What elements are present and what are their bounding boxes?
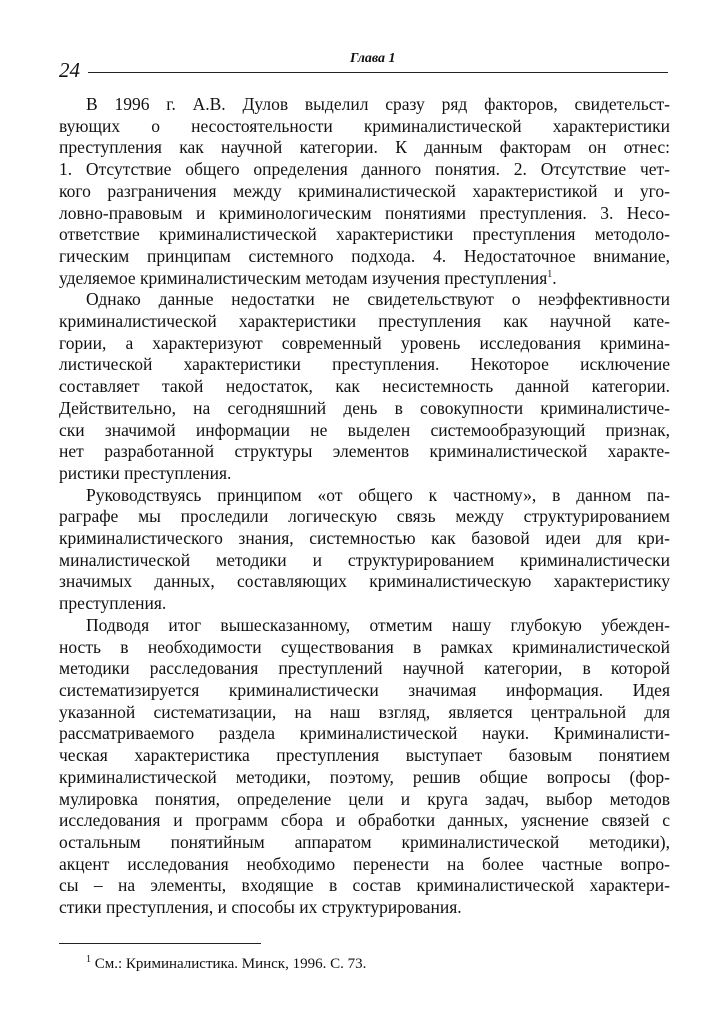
sentence-end: . — [552, 267, 557, 288]
text-line: сы – на элементы, входящие в состав криминалистической характери- — [59, 875, 670, 896]
running-head: Глава 1 — [350, 51, 396, 66]
text-line: криминалистической характеристики преступления как научной кате- — [59, 311, 670, 332]
text-line: ски значимой информации не выделен системообразующий признак, — [59, 419, 670, 440]
text-line: миналистической методики и структурированием криминалистически — [59, 549, 670, 570]
text-line: листической характеристики преступления. Некоторое исключение — [59, 354, 670, 375]
header-rule — [88, 72, 668, 73]
text-line: нет разработанной структуры элементов криминалистической характе- — [59, 441, 670, 462]
text-line-content: уделяемое криминалистическим методам изучения преступления — [59, 267, 548, 288]
text-line: вующих о несостоятельности криминалистической характеристики — [59, 115, 670, 136]
text-line: 1. Отсутствие общего определения данного понятия. 2. Отсутствие чет- — [59, 159, 670, 180]
paragraph-2 — [59, 289, 670, 484]
text-line: систематизируется криминалистически значимая информация. Идея — [59, 679, 670, 700]
text-line: Однако данные недостатки не свидетельствуют о неэффективности — [86, 289, 670, 310]
body-text — [59, 94, 670, 919]
text-line: раграфе мы проследили логическую связь между структурированием — [59, 506, 670, 527]
footnote-marker: 1 — [86, 954, 91, 965]
text-line: ность в необходимости существования в рамках криминалистической — [59, 636, 670, 657]
text-line: криминалистической методики, поэтому, решив общие вопросы (фор- — [59, 766, 670, 787]
text-line: кого разграничения между криминалистической характеристикой и уго- — [59, 180, 670, 201]
text-line: ческая характеристика преступления выступает базовым понятием — [59, 745, 670, 766]
text-line: Действительно, на сегодняшний день в совокупности криминалистиче- — [59, 397, 670, 418]
paragraph-1 — [59, 94, 670, 289]
text-line: ответствие криминалистической характеристики преступления методоло- — [59, 224, 670, 245]
footnote-ref[interactable]: 1 — [547, 268, 553, 280]
text-line: стики преступления, и способы их структурирования. — [59, 897, 462, 918]
paragraph-4 — [59, 615, 670, 919]
footnote — [86, 956, 366, 973]
page-number: 24 — [59, 58, 80, 82]
text-line: акцент исследования необходимо перенести на более частные вопро- — [59, 853, 670, 874]
text-line: Руководствуясь принципом «от общего к частному», в данном па- — [86, 484, 670, 505]
text-line: методики расследования преступлений научной категории, в которой — [59, 658, 670, 679]
text-line: Подводя итог вышесказанному, отметим нашу глубокую убежден- — [86, 614, 670, 635]
text-line: рассматриваемого раздела криминалистической науки. Криминалисти- — [59, 723, 670, 744]
text-line: преступления как научной категории. К данным факторам он отнес: — [59, 137, 670, 158]
text-line: гическим принципам системного подхода. 4. Недостаточное внимание, — [59, 245, 670, 266]
footnote-text: См.: Криминалистика. Минск, 1996. С. 73. — [94, 956, 367, 972]
text-line: гории, а характеризуют современный уровень исследования кримина- — [59, 332, 670, 353]
text-line: мулировка понятия, определение цели и круга задач, выбор методов — [59, 788, 670, 809]
text-line: криминалистического знания, системностью как базовой идеи для кри- — [59, 528, 670, 549]
text-line: ристики преступления. — [59, 462, 232, 483]
text-line: ловно-правовым и криминологическим понятиями преступления. 3. Несо- — [59, 202, 670, 223]
text-line — [59, 268, 670, 290]
text-line: преступления. — [59, 593, 167, 614]
paragraph-3 — [59, 485, 670, 615]
text-line: исследования и программ сбора и обработки данных, уяснение связей с — [59, 810, 670, 831]
text-line: значимых данных, составляющих криминалистическую характеристику — [59, 571, 670, 592]
text-line: остальным понятийным аппаратом криминалистической методики), — [59, 831, 670, 852]
text-line: указанной систематизации, на наш взгляд, является центральной для — [59, 701, 670, 722]
text-line: В 1996 г. А.В. Дулов выделил сразу ряд факторов, свидетельст- — [86, 94, 670, 114]
footnote-rule — [59, 943, 261, 944]
text-line: составляет такой недостаток, как несистемность данной категории. — [59, 376, 670, 397]
